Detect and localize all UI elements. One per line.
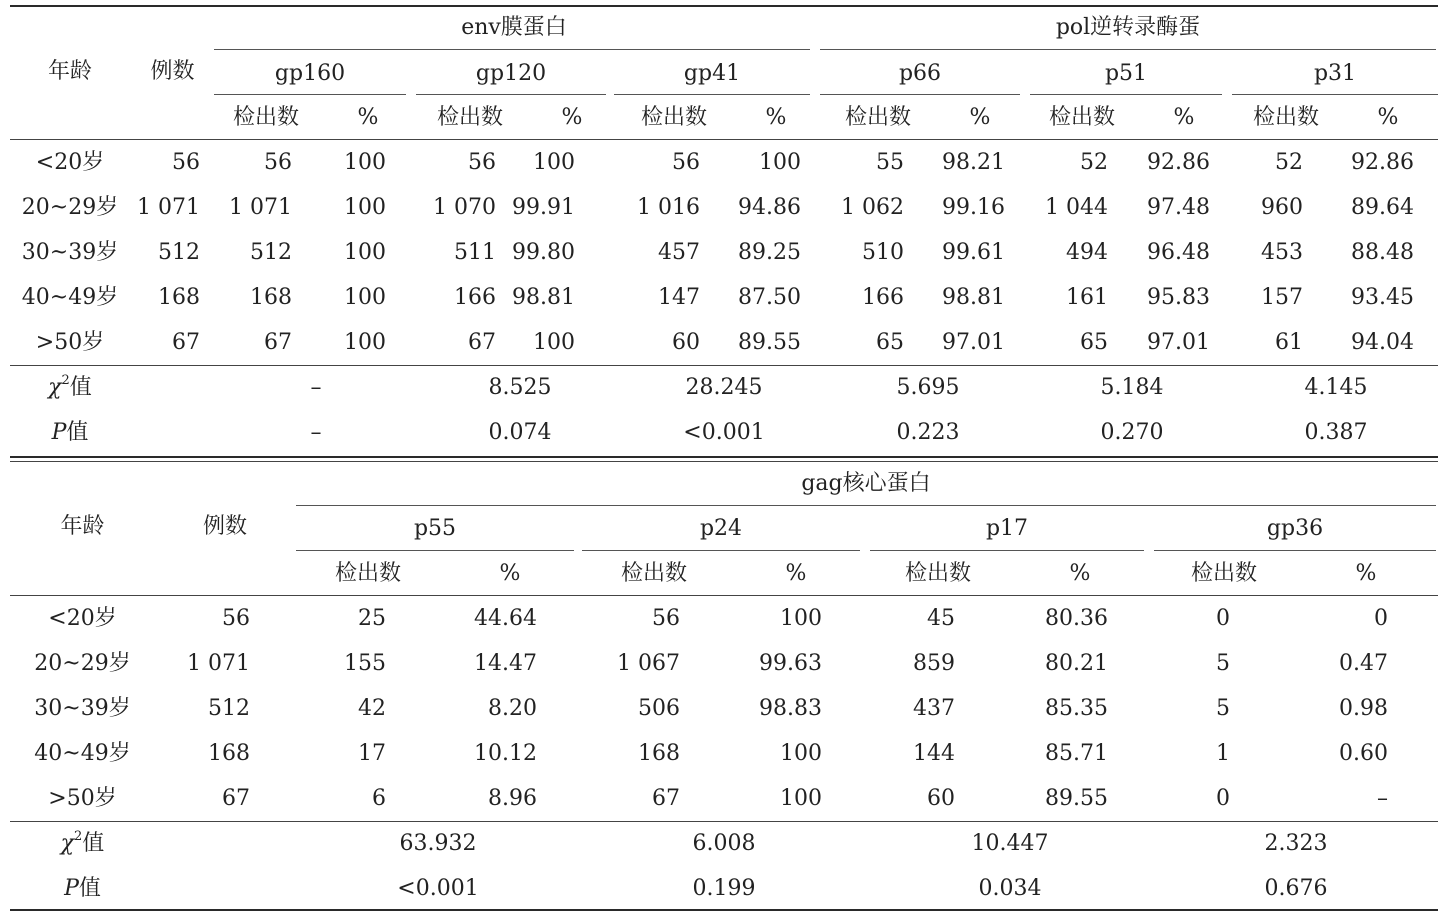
- table-cell-percent: 94.86: [738, 195, 801, 220]
- age-header: 年龄: [60, 514, 105, 539]
- percent-subheader: %: [561, 105, 583, 130]
- table-cell-percent: 100: [344, 285, 386, 310]
- p-value-label: P值: [51, 420, 89, 445]
- table-cell-percent: 98.21: [942, 150, 1005, 175]
- table-cell-percent: 100: [780, 786, 822, 811]
- table-cell-count: 55: [876, 150, 904, 175]
- table-cell-percent: 98.81: [942, 285, 1005, 310]
- table-cell-count: 453: [1261, 240, 1303, 265]
- table-row-cases: 168: [208, 741, 250, 766]
- table-cell-count: 161: [1066, 285, 1108, 310]
- p-value: <0.001: [683, 420, 765, 445]
- table-cell-count: 1 062: [841, 195, 904, 220]
- p-value: –: [310, 420, 322, 445]
- table-cell-percent: 8.20: [488, 696, 537, 721]
- table-cell-percent: 89.55: [1045, 786, 1108, 811]
- table-cell-percent: 99.63: [759, 651, 822, 676]
- table-row-age: 40~49岁: [21, 285, 119, 310]
- table-cell-percent: 89.64: [1351, 195, 1414, 220]
- table-row-age: <20岁: [35, 150, 105, 175]
- cases-header: 例数: [150, 59, 195, 84]
- table-cell-percent: 100: [759, 150, 801, 175]
- table-cell-percent: 0.60: [1339, 741, 1388, 766]
- protein-header: p24: [699, 516, 743, 541]
- chi-square-value: –: [310, 375, 322, 400]
- table-cell-count: 1 067: [617, 651, 680, 676]
- table-cell-count: 17: [358, 741, 386, 766]
- percent-subheader: %: [1355, 561, 1377, 586]
- table-cell-count: 67: [468, 330, 496, 355]
- table-cell-percent: 100: [344, 240, 386, 265]
- table-cell-percent: 100: [780, 741, 822, 766]
- protein-header: p17: [985, 516, 1029, 541]
- table-cell-count: 147: [658, 285, 700, 310]
- p-value: 0.270: [1100, 420, 1164, 445]
- table-cell-count: 42: [358, 696, 386, 721]
- p-value: 0.387: [1304, 420, 1368, 445]
- chi-square-value: 5.695: [896, 375, 960, 400]
- count-subheader: 检出数: [904, 561, 971, 586]
- table-cell-percent: –: [1377, 786, 1388, 811]
- p-value: <0.001: [397, 876, 479, 901]
- table-row-cases: 512: [208, 696, 250, 721]
- table-cell-count: 67: [652, 786, 680, 811]
- table-cell-count: 5: [1216, 696, 1230, 721]
- percent-subheader: %: [969, 105, 991, 130]
- table-cell-percent: 97.01: [942, 330, 1005, 355]
- chi-square-value: 28.245: [685, 375, 763, 400]
- percent-subheader: %: [1377, 105, 1399, 130]
- table-cell-count: 457: [658, 240, 700, 265]
- table-cell-count: 67: [264, 330, 292, 355]
- table-cell-percent: 80.36: [1045, 606, 1108, 631]
- p-value-label: P值: [64, 876, 101, 901]
- table-cell-count: 157: [1261, 285, 1303, 310]
- count-subheader: 检出数: [620, 561, 687, 586]
- table-cell-percent: 100: [533, 150, 575, 175]
- chi-square-value: 6.008: [692, 831, 756, 856]
- table-cell-percent: 98.81: [512, 285, 575, 310]
- table-cell-percent: 100: [344, 195, 386, 220]
- table-cell-count: 61: [1275, 330, 1303, 355]
- table-cell-percent: 100: [344, 330, 386, 355]
- table-cell-percent: 80.21: [1045, 651, 1108, 676]
- protein-header: p31: [1313, 61, 1357, 86]
- table-cell-count: 1 071: [229, 195, 292, 220]
- count-subheader: 检出数: [844, 105, 911, 130]
- p-value: 0.223: [896, 420, 960, 445]
- table-cell-percent: 10.12: [474, 741, 537, 766]
- table-cell-count: 1 016: [637, 195, 700, 220]
- table-cell-count: 60: [927, 786, 955, 811]
- table-cell-percent: 99.91: [512, 195, 575, 220]
- table-cell-count: 56: [652, 606, 680, 631]
- table-cell-count: 6: [372, 786, 386, 811]
- percent-subheader: %: [499, 561, 521, 586]
- table-cell-count: 0: [1216, 606, 1230, 631]
- protein-header: gp120: [475, 61, 547, 86]
- p-value: 0.034: [978, 876, 1042, 901]
- table-row-age: 30~39岁: [21, 240, 119, 265]
- table-cell-count: 1: [1216, 741, 1230, 766]
- table-row-cases: 1 071: [187, 651, 250, 676]
- count-subheader: 检出数: [334, 561, 401, 586]
- table-cell-percent: 92.86: [1351, 150, 1414, 175]
- table-cell-percent: 94.04: [1351, 330, 1414, 355]
- table-cell-percent: 87.50: [738, 285, 801, 310]
- table-cell-percent: 0.47: [1339, 651, 1388, 676]
- count-subheader: 检出数: [640, 105, 707, 130]
- table-row-age: <20岁: [48, 606, 117, 631]
- protein-header: gp41: [683, 61, 741, 86]
- chi-square-label: $\chi^2$值: [60, 828, 105, 856]
- table-cell-count: 144: [913, 741, 955, 766]
- table-cell-count: 25: [358, 606, 386, 631]
- table-cell-count: 56: [672, 150, 700, 175]
- table-cell-percent: 99.80: [512, 240, 575, 265]
- chi-square-value: 5.184: [1100, 375, 1164, 400]
- percent-subheader: %: [785, 561, 807, 586]
- table-cell-percent: 89.55: [738, 330, 801, 355]
- table-row-cases: 67: [222, 786, 250, 811]
- table-row-age: >50岁: [35, 330, 105, 355]
- table-cell-percent: 0.98: [1339, 696, 1388, 721]
- table-row-age: 20~29岁: [34, 651, 131, 676]
- p-value: 0.676: [1264, 876, 1328, 901]
- table-cell-count: 52: [1275, 150, 1303, 175]
- chi-square-value: 8.525: [488, 375, 552, 400]
- table-cell-count: 859: [913, 651, 955, 676]
- table-row-cases: 56: [222, 606, 250, 631]
- table-row-age: 20~29岁: [21, 195, 119, 220]
- table-cell-count: 437: [913, 696, 955, 721]
- table-cell-count: 168: [638, 741, 680, 766]
- table-cell-count: 65: [876, 330, 904, 355]
- count-subheader: 检出数: [1252, 105, 1319, 130]
- table-cell-count: 960: [1261, 195, 1303, 220]
- chi-square-value: 63.932: [399, 831, 477, 856]
- table-row-age: 30~39岁: [34, 696, 131, 721]
- table-cell-count: 166: [454, 285, 496, 310]
- table-cell-count: 65: [1080, 330, 1108, 355]
- table-cell-percent: 0: [1374, 606, 1388, 631]
- group-header-pol: pol逆转录酶蛋: [1055, 15, 1201, 40]
- table-row-cases: 1 071: [137, 195, 200, 220]
- table-cell-count: 506: [638, 696, 680, 721]
- protein-header: p51: [1104, 61, 1148, 86]
- table-cell-count: 166: [862, 285, 904, 310]
- table-cell-count: 168: [250, 285, 292, 310]
- table-cell-percent: 100: [780, 606, 822, 631]
- cases-header: 例数: [202, 514, 247, 539]
- table-cell-percent: 99.16: [942, 195, 1005, 220]
- group-header-gag: gag核心蛋白: [801, 471, 931, 496]
- table-cell-count: 512: [250, 240, 292, 265]
- table-cell-count: 60: [672, 330, 700, 355]
- count-subheader: 检出数: [1190, 561, 1257, 586]
- table-cell-percent: 100: [344, 150, 386, 175]
- table-cell-count: 5: [1216, 651, 1230, 676]
- p-value: 0.199: [692, 876, 756, 901]
- table-row-cases: 56: [172, 150, 200, 175]
- percent-subheader: %: [357, 105, 379, 130]
- table-cell-percent: 88.48: [1351, 240, 1414, 265]
- age-header: 年龄: [47, 59, 92, 84]
- chi-square-value: 4.145: [1304, 375, 1368, 400]
- table-cell-percent: 98.83: [759, 696, 822, 721]
- percent-subheader: %: [765, 105, 787, 130]
- count-subheader: 检出数: [232, 105, 299, 130]
- table-cell-count: 52: [1080, 150, 1108, 175]
- group-header-env: env膜蛋白: [461, 15, 567, 40]
- protein-header: gp160: [274, 61, 346, 86]
- table-cell-percent: 85.35: [1045, 696, 1108, 721]
- table-cell-count: 0: [1216, 786, 1230, 811]
- table-cell-count: 1 070: [433, 195, 496, 220]
- chi-square-value: 10.447: [971, 831, 1049, 856]
- count-subheader: 检出数: [1048, 105, 1115, 130]
- chi-square-label: $\chi^2$值: [48, 372, 92, 400]
- table-cell-percent: 97.01: [1147, 330, 1210, 355]
- table-cell-count: 155: [344, 651, 386, 676]
- table-row-cases: 67: [172, 330, 200, 355]
- table-row-cases: 512: [158, 240, 200, 265]
- protein-header: gp36: [1266, 516, 1324, 541]
- table-cell-count: 45: [927, 606, 955, 631]
- count-subheader: 检出数: [436, 105, 503, 130]
- table-cell-percent: 89.25: [738, 240, 801, 265]
- table-cell-percent: 96.48: [1147, 240, 1210, 265]
- table-cell-count: 494: [1066, 240, 1108, 265]
- table-cell-percent: 100: [533, 330, 575, 355]
- table-cell-count: 510: [862, 240, 904, 265]
- table-cell-percent: 93.45: [1351, 285, 1414, 310]
- table-cell-count: 1 044: [1045, 195, 1108, 220]
- protein-header: p66: [898, 61, 942, 86]
- protein-header: p55: [413, 516, 457, 541]
- table-cell-count: 56: [264, 150, 292, 175]
- table-cell-count: 511: [454, 240, 496, 265]
- table-row-age: 40~49岁: [34, 741, 131, 766]
- table-cell-percent: 95.83: [1147, 285, 1210, 310]
- table-cell-percent: 97.48: [1147, 195, 1210, 220]
- percent-subheader: %: [1069, 561, 1091, 586]
- table-cell-percent: 8.96: [488, 786, 537, 811]
- table-row-cases: 168: [158, 285, 200, 310]
- table-cell-percent: 99.61: [942, 240, 1005, 265]
- p-value: 0.074: [488, 420, 552, 445]
- table-cell-percent: 85.71: [1045, 741, 1108, 766]
- table-row-age: >50岁: [48, 786, 117, 811]
- table-cell-count: 56: [468, 150, 496, 175]
- chi-square-value: 2.323: [1264, 831, 1328, 856]
- percent-subheader: %: [1173, 105, 1195, 130]
- table-cell-percent: 44.64: [474, 606, 537, 631]
- table-cell-percent: 14.47: [474, 651, 537, 676]
- table-cell-percent: 92.86: [1147, 150, 1210, 175]
